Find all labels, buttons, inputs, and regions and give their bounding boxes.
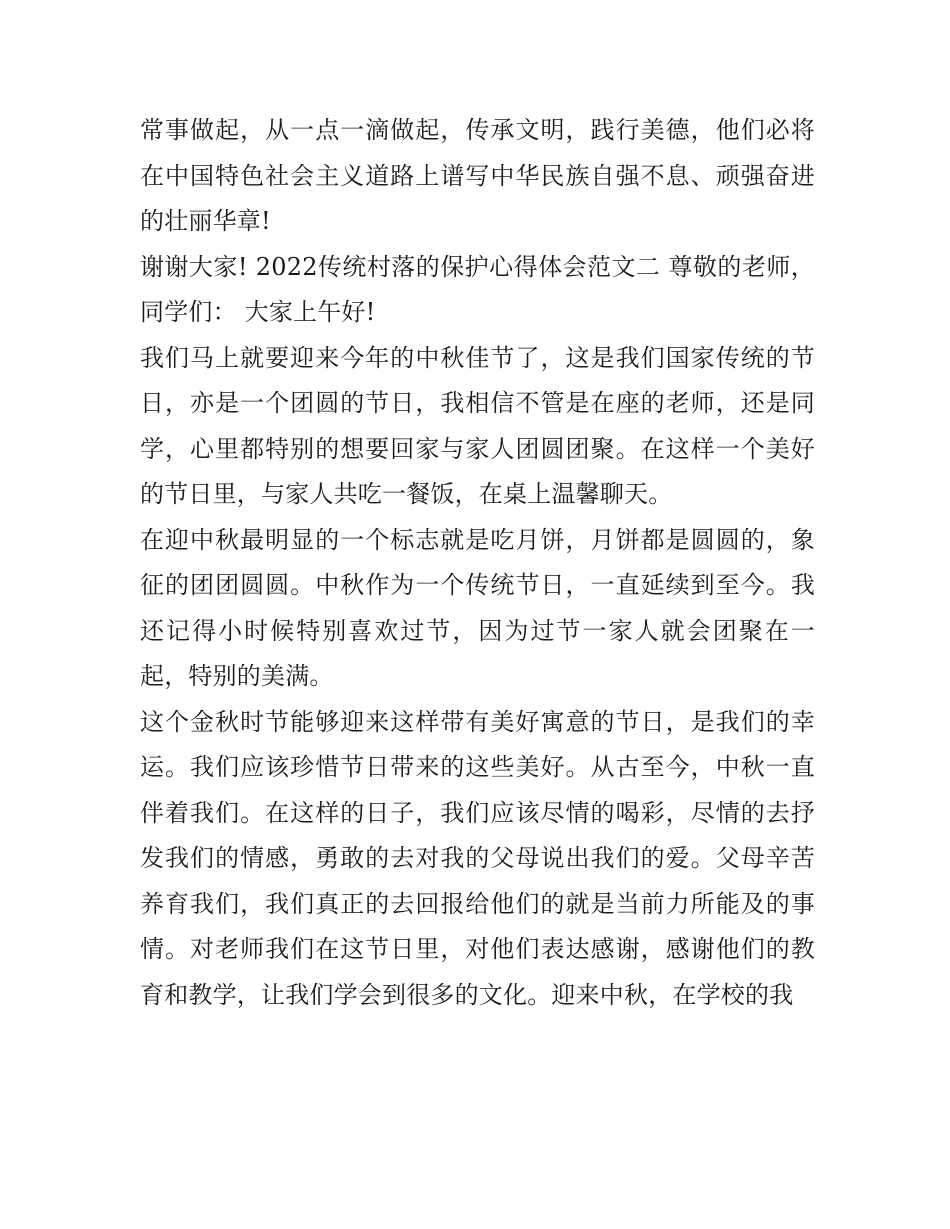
paragraph-2: 谢谢大家! 2022传统村落的保护心得体会范文二 尊敬的老师，同学们： 大家上午好! [140, 252, 815, 326]
paragraph-5: 这个金秋时节能够迎来这样带有美好寓意的节日，是我们的幸运。我们应该珍惜节日带来的这些美好。从古至今，中秋一直伴着我们。在这样的日子，我们应该尽情的喝彩，尽情的去抒发我们的情感，勇敢的去对我的父母说出我们的爱。父母辛苦养育我们，我们真正的去回报给他们的就是当前力所能及的事情。对老师我们在这节日里，对他们表达感谢，感谢他们的教育和教学，让我们学会到很多的文化。迎来中秋，在学校的我 [140, 707, 815, 1009]
paragraph-4: 在迎中秋最明显的一个标志就是吃月饼，月饼都是圆圆的，象征的团团圆圆。中秋作为一个传统节日，一直延续到至今。我还记得小时候特别喜欢过节，因为过节一家人就会团聚在一起，特别的美满。 [140, 525, 815, 690]
paragraph-1: 常事做起，从一点一滴做起，传承文明，践行美德，他们必将在中国特色社会主义道路上谱写中华民族自强不息、顽强奋进的壮丽华章! [140, 116, 815, 235]
document-body [140, 108, 815, 1018]
paragraph-3: 我们马上就要迎来今年的中秋佳节了，这是我们国家传统的节日，亦是一个团圆的节日，我相信不管是在座的老师，还是同学，心里都特别的想要回家与家人团圆团聚。在这样一个美好的节日里，与家人共吃一餐饭，在桌上温馨聊天。 [140, 343, 815, 508]
